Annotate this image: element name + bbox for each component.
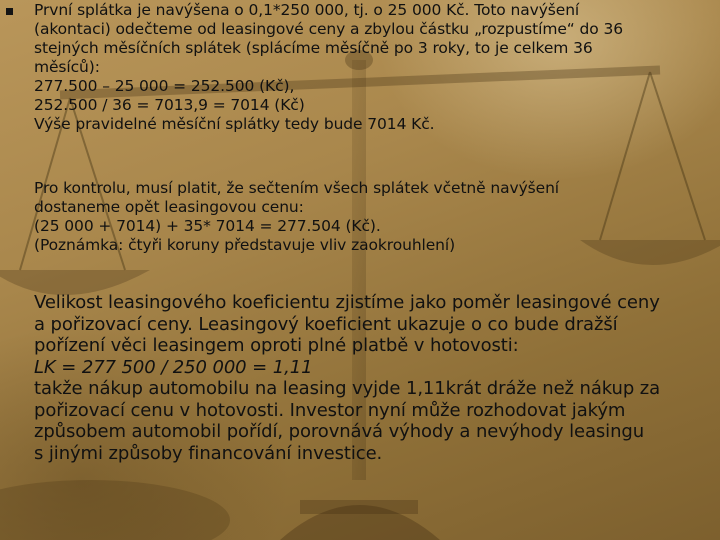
text-line: a pořizovací ceny. Leasingový koeficient ukazuje o co bude dražší <box>34 313 618 335</box>
result-line: Výše pravidelné měsíční splátky tedy bude 7014 Kč. <box>34 115 435 133</box>
text-line: Velikost leasingového koeficientu zjistíme jako poměr leasingové ceny <box>34 292 660 313</box>
text-line: (akontaci) odečteme od leasingové ceny a zbylou částku „rozpustíme“ do 36 <box>34 20 623 38</box>
text-line: pořízení věci leasingem oproti plné platbě v hotovosti: <box>34 335 519 356</box>
text-line: dostaneme opět leasingovou cenu: <box>34 198 304 216</box>
equation-line: 277.500 – 25 000 = 252.500 (Kč), <box>34 77 295 95</box>
equation-line: 252.500 / 36 = 7013,9 = 7014 (Kč) <box>34 96 305 114</box>
text-line: pořizovací cenu v hotovosti. Investor nyní může rozhodovat jakým <box>34 399 626 421</box>
text-line: Pro kontrolu, musí platit, že sečtením všech splátek včetně navýšení <box>34 179 560 197</box>
text-line: s jinými způsoby financování investice. <box>34 442 383 464</box>
text-line: stejných měsíčních splátek (splácíme měsíčně po 3 roky, to je celkem 36 <box>34 39 593 57</box>
text-line: První splátka je navýšena o 0,1*250 000, tj. o 25 000 Kč. Toto navýšení <box>34 1 580 19</box>
note-line: (Poznámka: čtyři koruny představuje vliv zaokrouhlení) <box>34 236 456 254</box>
coefficient-formula: LK = 277 500 / 250 000 = 1,11 <box>34 356 313 378</box>
paragraph-verification <box>34 179 714 255</box>
paragraph-installment-calculation <box>34 1 714 134</box>
text-line: měsíců): <box>34 58 100 76</box>
text-line: způsobem automobil pořídí, porovnává výhody a nevýhody leasingu <box>34 421 645 442</box>
square-bullet-icon <box>6 8 13 15</box>
text-line: takže nákup automobilu na leasing vyjde 1,11krát dráže než nákup za <box>34 378 661 399</box>
paragraph-leasing-coefficient <box>34 292 718 464</box>
equation-line: (25 000 + 7014) + 35* 7014 = 277.504 (Kč). <box>34 217 381 235</box>
